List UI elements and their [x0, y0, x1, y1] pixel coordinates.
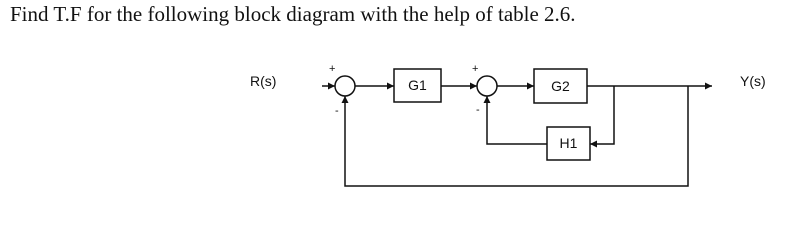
summing-junction-1 [335, 76, 355, 96]
input-label: R(s) [250, 73, 277, 89]
g1-label: G1 [408, 77, 427, 93]
sum1-minus-sign: - [335, 105, 339, 117]
h1-label: H1 [559, 135, 578, 151]
sum2-plus-sign: + [472, 63, 479, 75]
summing-junction-2 [477, 76, 497, 96]
g2-label: G2 [551, 78, 570, 94]
sum1-plus-sign: + [329, 63, 336, 75]
h1-feedback-input-path [590, 86, 614, 144]
output-label: Y(s) [740, 73, 766, 89]
question-text: Find T.F for the following block diagram with the help of table 2.6. [10, 2, 576, 26]
sum2-minus-sign: - [476, 104, 480, 116]
